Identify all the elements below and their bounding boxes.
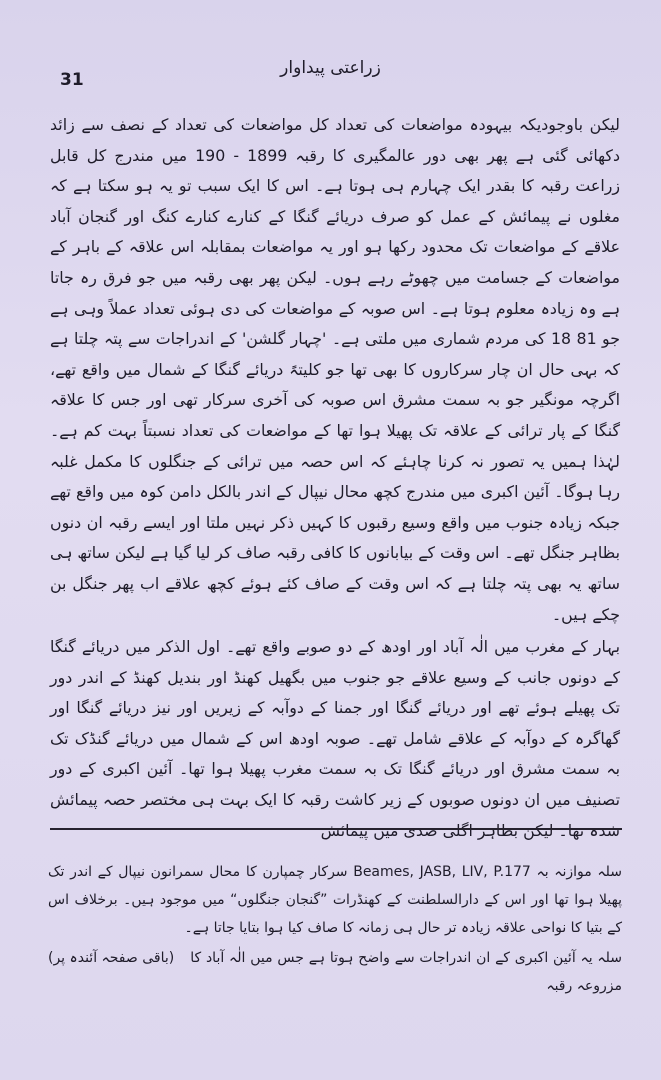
page-header: [0, 52, 661, 92]
footnotes: [48, 858, 622, 1002]
footnote-2: [48, 944, 622, 1000]
running-title: زراعتی پیداوار: [280, 58, 381, 78]
continued-note: (باقی صفحہ آئندہ پر): [48, 950, 175, 966]
footnote-2-text: سلہ یہ آئین اکبری کے ان اندراجات سے واضح ہوتا ہے جس میں الٰہ آباد کا مزروعہ رقبہ: [190, 950, 622, 994]
footnote-1: سلہ موازنہ بہ Beames, JASB, LIV, P.177 سرکار چمپارن کا محال سمرانون نیپال کے اندر تک پھیلا ہوا تھا اور اس کے دارالسلطنت کے کھنڈرات ”گنجان جنگلوں“ میں موجود ہیں۔ برخلاف اس کے بتیا کا نواحی علاقہ زیادہ تر حال ہی زمانہ کا صاف کیا ہوا بتایا جاتا ہے۔: [48, 864, 622, 936]
paragraph-2: بہار کے مغرب میں الٰہ آباد اور اودھ کے دو صوبے واقع تھے۔ اول الذکر میں دریائے گنگا کے دونوں جانب کے وسیع علاقے جو جنوب میں بگھیل کھنڈ اور بندیل کھنڈ کے اندر دور تک پھیلے ہوئے تھے اور دریائے گنگا اور جمنا کے دوآبہ کے زیریں اور نیز دریائے گنگا اور گھاگرہ کے دوآبہ کے علاقے شامل تھے۔ صوبہ اودھ اس کے شمال میں دریائے گنڈک تک بہ سمت مشرق اور دریائے گنگا تک بہ سمت مغرب پھیلا ہوا تھا۔ آئین اکبری کے دور تصنیف میں ان دونوں صوبوں کے زیر کاشت رقبہ کا ایک بہت ہی مختصر حصہ پیمائش شدہ تھا۔ لیکن بظاہر اگلی صدی میں پیمائش: [50, 637, 620, 840]
paragraph-1: لیکن باوجودیکہ بیہودہ مواضعات کی تعداد کل مواضعات کی تعداد کے نصف سے زائد دکھائی گئی ہے پھر بھی دور عالمگیری کا رقبہ 1899 - 190 میں مندرج کل قابل زراعت رقبہ کا بقدر ایک چہارم ہی ہوتا ہے۔ اس کا ایک سبب تو یہ ہو سکتا ہے کہ مغلوں نے پیمائش کے عمل کو صرف دریائے گنگا کے کنارے کنارے کنگ اور گنجان آباد علاقے کے مواضعات تک محدود رکھا ہو اور یہ مواضعات بمقابلہ اس علاقہ کے باہر کے مواضعات کے جسامت میں چھوٹے رہے ہوں۔ لیکن پھر بھی رقبہ میں جو فرق رہ جاتا ہے وہ زیادہ معلوم ہوتا ہے۔ اس صوبہ کے مواضعات کی دی ہوئی تعداد عملاً وہی ہے جو 81 18 کی مردم شماری میں ملتی ہے۔ 'چہار گلشن' کے اندراجات سے پتہ چلتا ہے کہ بہی حال ان چار سرکاروں کا بھی تھا جو کلیتہً دریائے گنگا کے شمال میں واقع تھے، اگرچہ مونگیر جو بہ سمت مشرق اس صوبہ کی آخری سرکار تھی اور جس کا علاقہ گنگا کے پار ترائی کے علاقہ تک پھیلا ہوا تھا کے مواضعات کی تعداد نسبتاً بہت کم ہے۔ لہٰذا ہمیں یہ تصور نہ کرنا چاہئے کہ اس حصہ میں ترائی کے جنگلوں کا مکمل غلبہ رہا ہوگا۔ آئین اکبری میں مندرج کچھ محال نیپال کے اندر بالکل دامن کوہ میں واقع تھے جبکہ زیادہ جنوب میں واقع وسیع رقبوں کا کہیں ذکر نہیں ملتا اور ایسے رقبہ ان دنوں بظاہر جنگل تھے۔ اس وقت کے بیابانوں کا کافی رقبہ صاف کر لیا گیا ہے لیکن ساتھ ہی ساتھ یہ بھی پتہ چلتا ہے کہ اس وقت کے صاف کئے ہوئے کچھ علاقے اب پھر جنگل بن چکے ہیں۔: [49, 115, 620, 624]
footnote-divider: [50, 828, 622, 830]
body-text: [50, 110, 620, 846]
page-number: 31: [60, 70, 84, 90]
